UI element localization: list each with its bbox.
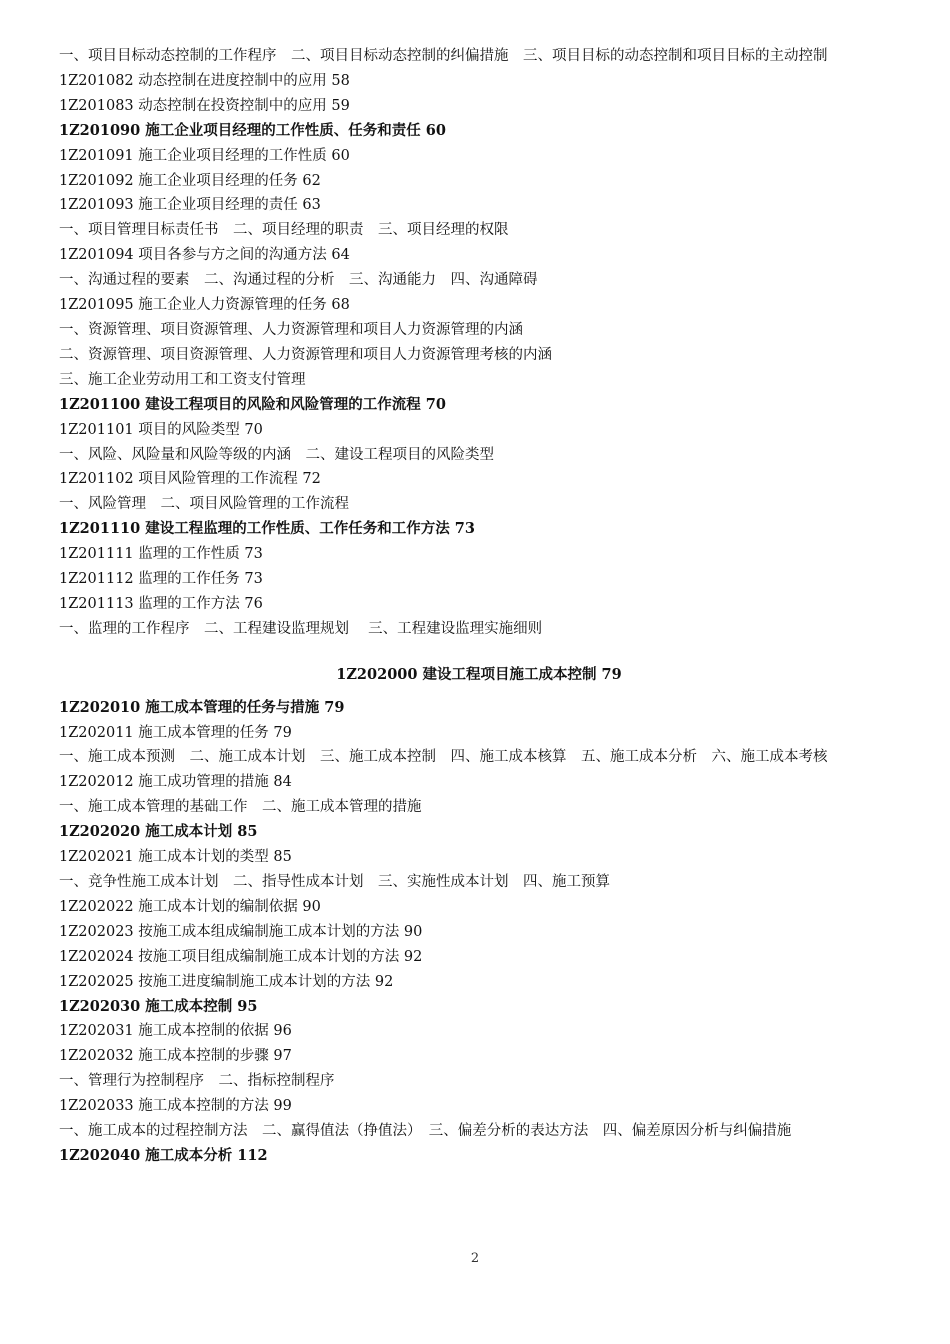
toc-section-heading: 1Z202030 施工成本控制 95 <box>59 997 258 1015</box>
toc-entry: 1Z201112 监理的工作任务 73 <box>59 571 263 588</box>
toc-section-heading: 1Z201100 建设工程项目的风险和风险管理的工作流程 70 <box>59 395 446 413</box>
toc-entry: 一、施工成本预测 二、施工成本计划 三、施工成本控制 四、施工成本核算 五、施工成本分析 六、施工成本考核 <box>59 749 828 766</box>
toc-entry: 一、项目管理目标责任书 二、项目经理的职责 三、项目经理的权限 <box>59 222 509 239</box>
toc-section-heading: 1Z202020 施工成本计划 85 <box>59 823 258 841</box>
toc-entry: 1Z202012 施工成功管理的措施 84 <box>59 774 292 791</box>
toc-entry: 1Z202022 施工成本计划的编制依据 90 <box>59 898 321 915</box>
page-number: 2 <box>470 1251 480 1266</box>
toc-entry: 1Z201095 施工企业人力资源管理的任务 68 <box>59 297 350 314</box>
toc-entry: 一、监理的工作程序 二、工程建设监理规划 三、工程建设监理实施细则 <box>59 620 543 637</box>
toc-section-heading: 1Z202010 施工成本管理的任务与措施 79 <box>59 698 345 716</box>
toc-entry: 二、资源管理、项目资源管理、人力资源管理和项目人力资源管理考核的内涵 <box>59 346 552 363</box>
toc-entry: 1Z202025 按施工进度编制施工成本计划的方法 92 <box>59 973 394 990</box>
toc-entry: 一、风险、风险量和风险等级的内涵 二、建设工程项目的风险类型 <box>59 446 494 463</box>
toc-section-2 <box>59 696 899 1169</box>
toc-entry: 一、沟通过程的要素 二、沟通过程的分析 三、沟通能力 四、沟通障碍 <box>59 272 538 289</box>
toc-entry: 1Z202033 施工成本控制的方法 99 <box>59 1098 292 1115</box>
toc-entry: 一、施工成本的过程控制方法 二、赢得值法（挣值法） 三、偏差分析的表达方法 四、偏差原因分析与纠偏措施 <box>59 1123 792 1140</box>
toc-entry: 1Z202024 按施工项目组成编制施工成本计划的方法 92 <box>59 948 423 965</box>
toc-entry: 一、竞争性施工成本计划 二、指导性成本计划 三、实施性成本计划 四、施工预算 <box>59 874 610 890</box>
toc-section-1 <box>59 44 899 642</box>
toc-entry: 1Z202023 按施工成本组成编制施工成本计划的方法 90 <box>59 923 423 940</box>
toc-section-heading: 1Z201090 施工企业项目经理的工作性质、任务和责任 60 <box>59 121 446 139</box>
toc-page <box>59 44 899 1169</box>
toc-entry: 1Z201082 动态控制在进度控制中的应用 58 <box>59 72 350 89</box>
toc-entry: 1Z201083 动态控制在投资控制中的应用 59 <box>59 97 350 114</box>
toc-entry: 一、项目目标动态控制的工作程序 二、项目目标动态控制的纠偏措施 三、项目目标的动态控制和项目目标的主动控制 <box>59 48 828 64</box>
toc-entry: 1Z202032 施工成本控制的步骤 97 <box>59 1048 292 1065</box>
toc-entry: 三、施工企业劳动用工和工资支付管理 <box>59 371 306 388</box>
toc-entry: 1Z201092 施工企业项目经理的任务 62 <box>59 172 321 189</box>
toc-entry: 一、管理行为控制程序 二、指标控制程序 <box>59 1073 335 1090</box>
toc-entry: 1Z201111 监理的工作性质 73 <box>59 546 263 563</box>
toc-entry: 1Z201101 项目的风险类型 70 <box>59 421 263 438</box>
toc-entry: 1Z201093 施工企业项目经理的责任 63 <box>59 197 321 214</box>
toc-section-heading: 1Z202040 施工成本分析 112 <box>59 1146 268 1164</box>
toc-entry: 1Z202031 施工成本控制的依据 96 <box>59 1023 292 1040</box>
toc-entry: 1Z201094 项目各参与方之间的沟通方法 64 <box>59 247 350 264</box>
toc-entry: 一、施工成本管理的基础工作 二、施工成本管理的措施 <box>59 799 422 816</box>
toc-entry: 1Z202021 施工成本计划的类型 85 <box>59 849 292 866</box>
toc-entry: 1Z201102 项目风险管理的工作流程 72 <box>59 471 321 488</box>
toc-entry: 一、风险管理 二、项目风险管理的工作流程 <box>59 496 349 513</box>
toc-entry: 一、资源管理、项目资源管理、人力资源管理和项目人力资源管理的内涵 <box>59 321 523 338</box>
toc-entry: 1Z202011 施工成本管理的任务 79 <box>59 724 292 741</box>
toc-section-heading: 1Z201110 建设工程监理的工作性质、工作任务和工作方法 73 <box>59 520 475 538</box>
toc-entry: 1Z201091 施工企业项目经理的工作性质 60 <box>59 147 350 164</box>
toc-entry: 1Z201113 监理的工作方法 76 <box>59 595 263 612</box>
chapter-heading: 1Z202000 建设工程项目施工成本控制 79 <box>336 665 622 683</box>
